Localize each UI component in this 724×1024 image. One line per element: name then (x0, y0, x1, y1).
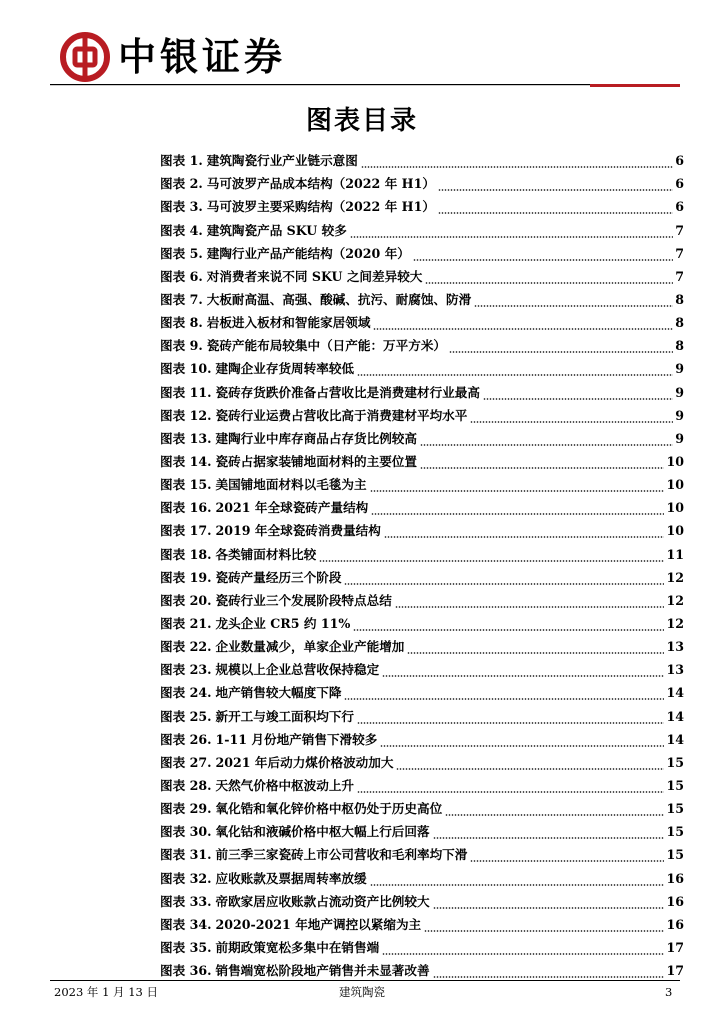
toc-entry-page: 15 (666, 754, 684, 770)
toc-entry-label: 图表 21. (160, 615, 212, 631)
toc-leader-dots (344, 688, 664, 700)
toc-entry[interactable] (160, 262, 684, 285)
toc-entry-title: 建陶行业中库存商品占存货比例较高 (215, 430, 417, 446)
toc-entry-title: 帝欧家居应收账款占流动资产比例较大 (215, 893, 430, 909)
toc-leader-dots (350, 226, 673, 238)
toc-leader-dots (382, 665, 664, 677)
toc-entry-label: 图表 29. (160, 801, 212, 817)
toc-entry[interactable] (160, 239, 684, 262)
footer-date: 2023 年 1 月 13 日 (54, 985, 158, 999)
toc-entry-page: 9 (675, 407, 684, 423)
toc-entry-page: 8 (675, 338, 684, 354)
toc-entry[interactable] (160, 539, 684, 562)
toc-entry-page: 11 (666, 546, 684, 562)
toc-entry-title: 瓷砖产能布局较集中（日产能：万平方米） (206, 338, 447, 354)
footer-rule (50, 980, 680, 981)
toc-entry-label: 图表 16. (160, 500, 212, 516)
toc-leader-dots (425, 272, 673, 284)
toc-entry[interactable] (160, 516, 684, 539)
toc-entry[interactable] (160, 910, 684, 933)
toc-entry-title: 地产销售较大幅度下降 (215, 685, 342, 701)
toc-leader-dots (449, 341, 673, 353)
toc-entry[interactable] (160, 933, 684, 956)
toc-entry[interactable] (160, 424, 684, 447)
toc-entry-title: 瓷砖行业三个发展阶段特点总结 (215, 592, 392, 608)
toc-entry-title: 瓷砖存货跌价准备占营收比是消费建材行业最高 (215, 384, 480, 400)
toc-entry-title: 大板耐高温、高强、酸碱、抗污、耐腐蚀、防滑 (206, 291, 472, 307)
toc-leader-dots (433, 897, 665, 909)
toc-entry-label: 图表 20. (160, 592, 212, 608)
toc-leader-dots (413, 249, 673, 261)
toc-leader-dots (445, 804, 664, 816)
toc-entry-page: 13 (666, 662, 684, 678)
toc-entry[interactable] (160, 447, 684, 470)
toc-entry[interactable] (160, 655, 684, 678)
toc-entry-label: 图表 31. (160, 847, 212, 863)
toc-leader-dots (353, 619, 664, 631)
toc-entry-title: 瓷砖产量经历三个阶段 (215, 569, 342, 585)
toc-entry-label: 图表 4. (160, 222, 203, 238)
toc-entry-label: 图表 23. (160, 662, 212, 678)
toc-entry-title: 氧化钴和液碱价格中枢大幅上行后回落 (215, 824, 430, 840)
toc-entry[interactable] (160, 470, 684, 493)
toc-entry-title: 氧化锆和氧化锌价格中枢仍处于历史高位 (215, 801, 443, 817)
toc-entry-label: 图表 22. (160, 639, 212, 655)
toc-leader-dots (420, 434, 673, 446)
toc-entry-page: 15 (666, 824, 684, 840)
toc-entry-page: 14 (666, 708, 684, 724)
toc-entry-title: 建陶企业存货周转率较低 (215, 361, 355, 377)
toc-entry-title: 马可波罗主要采购结构（2022 年 H1） (206, 199, 435, 215)
toc-entry[interactable] (160, 146, 684, 169)
toc-entry-label: 图表 10. (160, 361, 212, 377)
toc-entry-page: 16 (666, 893, 684, 909)
toc-entry[interactable] (160, 308, 684, 331)
toc-entry-title: 建筑陶瓷产品 SKU 较多 (206, 222, 347, 238)
toc-entry-page: 9 (675, 384, 684, 400)
toc-entry-page: 7 (675, 222, 684, 238)
toc-entry-title: 各类铺面材料比较 (215, 546, 317, 562)
toc-entry-title: 销售端宽松阶段地产销售并未显著改善 (215, 963, 430, 979)
toc-entry[interactable] (160, 863, 684, 886)
toc-leader-dots (370, 480, 665, 492)
footer-section: 建筑陶瓷 (339, 985, 385, 999)
toc-entry-title: 规模以上企业总营收保持稳定 (215, 662, 380, 678)
toc-entry-title: 龙头企业 CR5 约 11% (215, 615, 351, 631)
toc-leader-dots (357, 781, 664, 793)
toc-entry-page: 12 (666, 615, 684, 631)
toc-leader-dots (382, 943, 664, 955)
toc-entry-title: 天然气价格中枢波动上升 (215, 777, 355, 793)
toc-leader-dots (380, 735, 664, 747)
toc-entry-label: 图表 34. (160, 916, 212, 932)
toc-entry-page: 15 (666, 847, 684, 863)
toc-entry-page: 8 (675, 315, 684, 331)
toc-entry-page: 10 (666, 523, 684, 539)
toc-entry-label: 图表 35. (160, 939, 212, 955)
toc-entry[interactable] (160, 678, 684, 701)
toc-leader-dots (438, 202, 673, 214)
toc-entry[interactable] (160, 493, 684, 516)
toc-entry-page: 17 (666, 963, 684, 979)
toc-leader-dots (370, 874, 665, 886)
toc-entry-label: 图表 30. (160, 824, 212, 840)
toc-leader-dots (470, 850, 664, 862)
toc-entry[interactable] (160, 840, 684, 863)
toc-entry-title: 前三季三家瓷砖上市公司营收和毛利率均下滑 (215, 847, 468, 863)
toc-entry-label: 图表 1. (160, 153, 203, 169)
toc-leader-dots (361, 156, 673, 168)
toc-entry-label: 图表 17. (160, 523, 212, 539)
toc-entry-title: 2020-2021 年地产调控以紧缩为主 (215, 916, 422, 932)
toc-entry-label: 图表 18. (160, 546, 212, 562)
toc-leader-dots (373, 318, 673, 330)
toc-entry[interactable] (160, 192, 684, 215)
toc-leader-dots (384, 526, 665, 538)
toc-entry-title: 瓷砖行业运费占营收比高于消费建材平均水平 (215, 407, 468, 423)
toc-entry-page: 16 (666, 870, 684, 886)
toc-entry-page: 6 (675, 176, 684, 192)
toc-entry-label: 图表 13. (160, 430, 212, 446)
toc-entry-page: 17 (666, 939, 684, 955)
toc-entry-title: 对消费者来说不同 SKU 之间差异较大 (206, 268, 423, 284)
toc-entry[interactable] (160, 817, 684, 840)
toc-entry-label: 图表 15. (160, 477, 212, 493)
toc-entry-title: 建陶行业产品产能结构（2020 年） (206, 245, 410, 261)
toc-entry[interactable] (160, 725, 684, 748)
toc-entry-page: 9 (675, 430, 684, 446)
toc-entry[interactable] (160, 794, 684, 817)
toc-entry[interactable] (160, 887, 684, 910)
toc-entry-page: 7 (675, 268, 684, 284)
toc-entry-title: 美国铺地面材料以毛毯为主 (215, 477, 367, 493)
toc-leader-dots (395, 596, 665, 608)
toc-entry-page: 8 (675, 291, 684, 307)
toc-entry-page: 15 (666, 801, 684, 817)
header-rule (50, 84, 680, 87)
toc-leader-dots (483, 388, 673, 400)
toc-entry-title: 瓷砖占据家装铺地面材料的主要位置 (215, 453, 417, 469)
toc-entry[interactable] (160, 586, 684, 609)
toc-leader-dots (470, 411, 673, 423)
toc-entry-title: 2021 年后动力煤价格波动加大 (215, 754, 394, 770)
toc-entry[interactable] (160, 563, 684, 586)
toc-entry-page: 6 (675, 153, 684, 169)
toc-entry[interactable] (160, 354, 684, 377)
toc-entry[interactable] (160, 169, 684, 192)
toc-entry-page: 6 (675, 199, 684, 215)
toc-entry-page: 16 (666, 916, 684, 932)
toc-entry-label: 图表 5. (160, 245, 203, 261)
toc-entry-title: 2021 年全球瓷砖产量结构 (215, 500, 369, 516)
footer-page-number: 3 (665, 985, 673, 999)
toc-entry-page: 7 (675, 245, 684, 261)
toc-entry-title: 2019 年全球瓷砖消费量结构 (215, 523, 381, 539)
toc-entry-label: 图表 14. (160, 453, 212, 469)
toc-entry-label: 图表 36. (160, 963, 212, 979)
toc-entry-label: 图表 24. (160, 685, 212, 701)
toc-entry-title: 企业数量减少，单家企业产能增加 (215, 639, 405, 655)
toc-entry[interactable] (160, 401, 684, 424)
toc-entry-page: 10 (666, 477, 684, 493)
toc-entry-title: 岩板进入板材和智能家居领域 (206, 315, 371, 331)
toc-leader-dots (433, 827, 665, 839)
toc-entry-title: 建筑陶瓷行业产业链示意图 (206, 153, 358, 169)
toc-entry-page: 15 (666, 777, 684, 793)
toc-leader-dots (357, 364, 673, 376)
toc-entry[interactable] (160, 748, 684, 771)
toc-entry-label: 图表 25. (160, 708, 212, 724)
toc-list (160, 146, 684, 979)
bank-of-china-logo-icon (60, 32, 110, 82)
toc-entry-label: 图表 9. (160, 338, 203, 354)
toc-entry-label: 图表 7. (160, 291, 203, 307)
toc-entry-page: 14 (666, 685, 684, 701)
toc-entry-label: 图表 32. (160, 870, 212, 886)
toc-entry[interactable] (160, 377, 684, 400)
toc-entry-page: 12 (666, 592, 684, 608)
toc-leader-dots (344, 573, 664, 585)
toc-title: 图表目录 (305, 106, 418, 136)
toc-entry-label: 图表 8. (160, 315, 203, 331)
toc-entry-page: 9 (675, 361, 684, 377)
toc-entry[interactable] (160, 609, 684, 632)
toc-entry-label: 图表 6. (160, 268, 203, 284)
toc-entry-title: 1-11 月份地产销售下滑较多 (215, 731, 378, 747)
toc-leader-dots (357, 712, 664, 724)
toc-entry-label: 图表 19. (160, 569, 212, 585)
toc-entry[interactable] (160, 771, 684, 794)
toc-entry-title: 马可波罗产品成本结构（2022 年 H1） (206, 176, 435, 192)
toc-entry-label: 图表 3. (160, 199, 203, 215)
toc-entry-label: 图表 26. (160, 731, 212, 747)
toc-leader-dots (371, 503, 664, 515)
toc-leader-dots (396, 758, 664, 770)
page-header (50, 24, 680, 86)
toc-entry[interactable] (160, 331, 684, 354)
toc-entry-page: 10 (666, 500, 684, 516)
toc-leader-dots (407, 642, 664, 654)
toc-leader-dots (424, 920, 664, 932)
toc-entry-label: 图表 33. (160, 893, 212, 909)
toc-entry-title: 前期政策宽松多集中在销售端 (215, 939, 380, 955)
toc-entry[interactable] (160, 632, 684, 655)
toc-leader-dots (438, 179, 673, 191)
toc-entry-label: 图表 12. (160, 407, 212, 423)
toc-entry-label: 图表 27. (160, 754, 212, 770)
toc-entry-title: 应收账款及票据周转率放缓 (215, 870, 367, 886)
toc-leader-dots (474, 295, 673, 307)
toc-leader-dots (420, 457, 664, 469)
toc-entry-page: 10 (666, 453, 684, 469)
toc-entry[interactable] (160, 701, 684, 724)
toc-entry-label: 图表 28. (160, 777, 212, 793)
brand-name: 中银证券 (118, 35, 287, 79)
toc-entry-page: 12 (666, 569, 684, 585)
toc-entry[interactable] (160, 215, 684, 238)
toc-entry-title: 新开工与竣工面积均下行 (215, 708, 355, 724)
toc-entry[interactable] (160, 956, 684, 979)
toc-entry-label: 图表 11. (160, 384, 212, 400)
toc-entry[interactable] (160, 285, 684, 308)
toc-entry-page: 14 (666, 731, 684, 747)
toc-entry-page: 13 (666, 639, 684, 655)
toc-leader-dots (433, 966, 665, 978)
toc-leader-dots (319, 550, 664, 562)
toc-entry-label: 图表 2. (160, 176, 203, 192)
